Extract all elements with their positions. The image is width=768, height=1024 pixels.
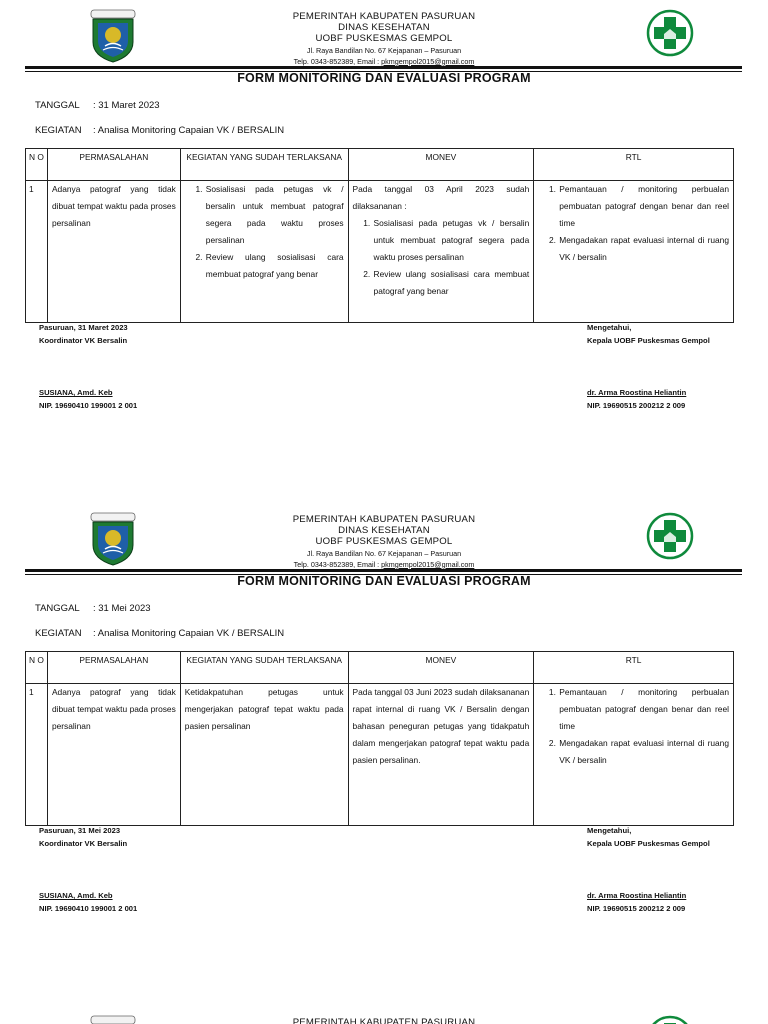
col-header-kegiatan: KEGIATAN YANG SUDAH TERLAKSANA bbox=[180, 149, 348, 181]
letterhead-line3: UOBF PUSKESMAS GEMPOL bbox=[315, 536, 453, 548]
cell-kegiatan: Ketidakpatuhan petugas untuk mengerjakan patograf tepat waktu pada pasien persalinan bbox=[180, 684, 348, 826]
table-header-row bbox=[26, 149, 734, 181]
approver-name: dr. Arma Roostina Heliantin bbox=[587, 891, 687, 900]
monev-intro: Pada tanggal 03 April 2023 sudah dilaksananan : bbox=[352, 184, 530, 211]
letterhead-line2: DINAS KESEHATAN bbox=[338, 525, 430, 537]
col-header-kegiatan: KEGIATAN YANG SUDAH TERLAKSANA bbox=[180, 652, 348, 684]
letterhead-line3: UOBF PUSKESMAS GEMPOL bbox=[315, 33, 453, 45]
col-header-permasalahan: PERMASALAHAN bbox=[47, 652, 180, 684]
table-header-row bbox=[26, 652, 734, 684]
col-header-no: N O bbox=[26, 149, 48, 181]
form-page-2 bbox=[0, 503, 768, 1006]
contact-phone: Telp. 0343-852389, Email : bbox=[293, 56, 382, 66]
kegiatan-row bbox=[35, 125, 284, 136]
tanggal-row bbox=[35, 100, 160, 111]
approver-nip: NIP. 19690515 200212 2 009 bbox=[587, 401, 686, 410]
acknowledge-label: Mengetahui, bbox=[587, 323, 632, 332]
cell-monev bbox=[348, 181, 534, 323]
letterhead bbox=[200, 514, 568, 570]
signer-role: Koordinator VK Bersalin bbox=[39, 839, 128, 848]
cell-monev: Pada tanggal 03 Juni 2023 sudah dilaksananan rapat internal di ruang VK / Bersalin dengan bahasan peneguran petugas yang tidakpatuh dalam mengerjakan patograf tepat waktu pada pasien persalinan. bbox=[348, 684, 534, 826]
approver-role: Kepala UOBF Puskesmas Gempol bbox=[587, 336, 710, 345]
monitoring-table bbox=[25, 148, 734, 323]
signer-nip: NIP. 19690410 199001 2 001 bbox=[39, 401, 138, 410]
cell-no: 1 bbox=[26, 181, 48, 323]
col-header-no: N O bbox=[26, 652, 48, 684]
letterhead-rule bbox=[25, 66, 742, 69]
signature-left bbox=[39, 824, 138, 913]
health-cross-icon bbox=[646, 512, 694, 560]
tanggal-label: TANGGAL bbox=[35, 100, 80, 111]
table-row bbox=[26, 181, 734, 323]
list-item: 1. Pemantauan / monitoring perbualan pembuatan patograf dengan benar dan reel time bbox=[558, 181, 729, 232]
contact-email: pkmgempol2015@gmail.com bbox=[381, 559, 475, 569]
tanggal-row bbox=[35, 603, 151, 614]
letterhead-address: Jl. Raya Bandilan No. 67 Kejapanan – Pasuruan bbox=[306, 45, 462, 55]
list-item: 2. Review ulang sosialisasi cara membuat patograf yang benar bbox=[205, 249, 344, 283]
cell-kegiatan bbox=[180, 181, 348, 323]
cell-rtl bbox=[534, 181, 734, 323]
kegiatan-value: : Analisa Monitoring Capaian VK / BERSALIN bbox=[93, 628, 285, 639]
kegiatan-label: KEGIATAN bbox=[35, 628, 82, 639]
cell-permasalahan: Adanya patograf yang tidak dibuat tempat waktu pada proses persalinan bbox=[47, 684, 180, 826]
health-cross-icon bbox=[646, 1015, 694, 1024]
letterhead bbox=[200, 1017, 568, 1024]
kegiatan-row bbox=[35, 628, 284, 639]
col-header-rtl: RTL bbox=[534, 652, 734, 684]
approver-nip: NIP. 19690515 200212 2 009 bbox=[587, 904, 686, 913]
letterhead-address: Jl. Raya Bandilan No. 67 Kejapanan – Pasuruan bbox=[306, 548, 462, 558]
monitoring-table bbox=[25, 651, 734, 826]
tanggal-label: TANGGAL bbox=[35, 603, 80, 614]
signer-nip: NIP. 19690410 199001 2 001 bbox=[39, 904, 138, 913]
form-title: FORM MONITORING DAN EVALUASI PROGRAM bbox=[237, 71, 531, 85]
tanggal-value: : 31 Mei 2023 bbox=[93, 603, 151, 614]
kegiatan-label: KEGIATAN bbox=[35, 125, 82, 136]
col-header-monev: MONEV bbox=[348, 149, 534, 181]
contact-email: pkmgempol2015@gmail.com bbox=[381, 56, 475, 66]
cell-permasalahan: Adanya patograf yang tidak dibuat tempat waktu pada proses persalinan bbox=[47, 181, 180, 323]
kegiatan-value: : Analisa Monitoring Capaian VK / BERSALIN bbox=[93, 125, 285, 136]
list-item: 1. Sosialisasi pada petugas vk / bersalin untuk membuat patograf segera pada waktu proses persalinan bbox=[373, 215, 530, 266]
signature-right bbox=[587, 321, 710, 410]
signer-name: SUSIANA, Amd. Keb bbox=[39, 891, 113, 900]
contact-phone: Telp. 0343-852389, Email : bbox=[293, 559, 382, 569]
signature-right bbox=[587, 824, 710, 913]
signer-role: Koordinator VK Bersalin bbox=[39, 336, 128, 345]
acknowledge-label: Mengetahui, bbox=[587, 826, 632, 835]
form-title: FORM MONITORING DAN EVALUASI PROGRAM bbox=[237, 574, 531, 588]
col-header-rtl: RTL bbox=[534, 149, 734, 181]
list-item: 1. Sosialisasi pada petugas vk / bersalin untuk membuat patograf segera pada waktu proses persalinan bbox=[205, 181, 344, 249]
list-item: 2. Mengadakan rapat evaluasi internal di ruang VK / bersalin bbox=[558, 735, 729, 769]
list-item: 2. Mengadakan rapat evaluasi internal di ruang VK / bersalin bbox=[558, 232, 729, 266]
letterhead-line1: PEMERINTAH KABUPATEN PASURUAN bbox=[292, 11, 476, 22]
cell-no: 1 bbox=[26, 684, 48, 826]
place-date: Pasuruan, 31 Mei 2023 bbox=[39, 826, 121, 835]
letterhead-rule bbox=[25, 569, 742, 572]
col-header-monev: MONEV bbox=[348, 652, 534, 684]
form-page-1 bbox=[0, 0, 768, 503]
signer-name: SUSIANA, Amd. Keb bbox=[39, 388, 113, 397]
list-item: 1. Pemantauan / monitoring perbualan pembuatan patograf dengan benar dan reel time bbox=[558, 684, 729, 735]
form-page-3 bbox=[0, 1006, 768, 1024]
letterhead-line1: PEMERINTAH KABUPATEN PASURUAN bbox=[292, 1017, 476, 1024]
letterhead-line1: PEMERINTAH KABUPATEN PASURUAN bbox=[292, 514, 476, 525]
health-cross-icon bbox=[646, 9, 694, 57]
approver-role: Kepala UOBF Puskesmas Gempol bbox=[587, 839, 710, 848]
pasuruan-seal-icon bbox=[88, 8, 138, 64]
signature-left bbox=[39, 321, 138, 410]
table-row bbox=[26, 684, 734, 826]
pasuruan-seal-icon bbox=[88, 1014, 138, 1024]
col-header-permasalahan: PERMASALAHAN bbox=[47, 149, 180, 181]
place-date: Pasuruan, 31 Maret 2023 bbox=[39, 323, 128, 332]
cell-rtl bbox=[534, 684, 734, 826]
pasuruan-seal-icon bbox=[88, 511, 138, 567]
approver-name: dr. Arma Roostina Heliantin bbox=[587, 388, 687, 397]
letterhead bbox=[200, 11, 568, 67]
tanggal-value: : 31 Maret 2023 bbox=[93, 100, 160, 111]
letterhead-line2: DINAS KESEHATAN bbox=[338, 22, 430, 34]
list-item: 2. Review ulang sosialisasi cara membuat patograf yang benar bbox=[373, 266, 530, 300]
